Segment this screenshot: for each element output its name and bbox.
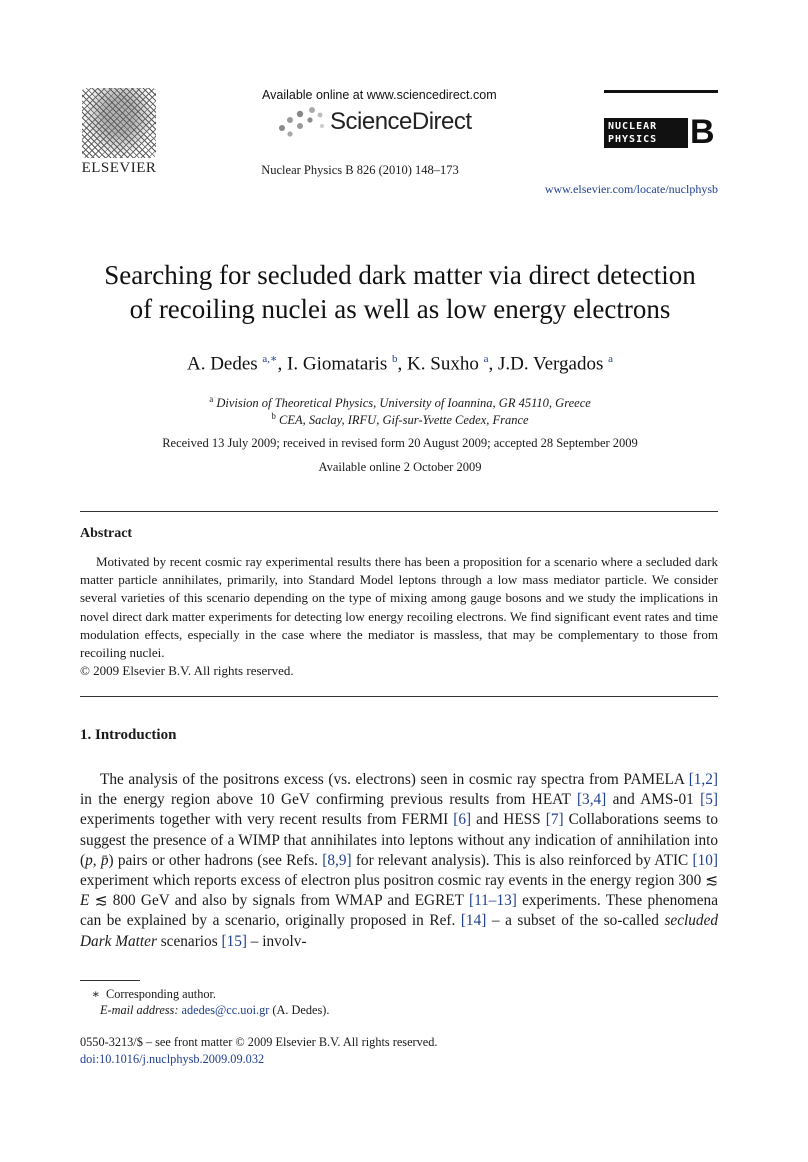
intro-text: and HESS [471,811,546,829]
journal-logo-letter: B [690,113,715,151]
received-dates: Received 13 July 2009; received in revised form 20 August 2009; accepted 28 September 2009 [162,436,638,450]
math-expression: p, p̄ [85,851,109,869]
abstract-heading: Abstract [80,526,133,541]
citation-link[interactable]: [1,2] [688,771,718,788]
author-affiliation-ref[interactable]: a [483,353,489,365]
author-name: K. Suxho [407,353,479,375]
affiliation-a [60,394,740,411]
author-name: J.D. Vergados [497,353,604,375]
email-link[interactable]: adedes@cc.uoi.gr [181,1003,270,1017]
affiliation-text: CEA, Saclay, IRFU, Gif-sur-Yvette Cedex, France [279,413,529,428]
journal-reference [0,163,760,178]
intro-text: – involv- [246,932,307,950]
author-separator: , [488,353,498,375]
available-online-date: Available online 2 October 2009 [318,460,482,474]
intro-text: experiments. These phenomena can be explained by a scenario, originally proposed in Ref. [80,892,718,930]
issn-line: 0550-3213/$ – see front matter © 2009 Elsevier B.V. All rights reserved. [80,1035,438,1049]
footnote-text: Corresponding author. [106,987,216,1001]
email-label: E-mail address: [100,1003,179,1017]
journal-url-link[interactable]: www.elsevier.com/locate/nuclphysb [544,182,718,196]
abstract-bottom-rule [80,696,718,697]
citation-link[interactable]: [10] [692,851,719,869]
author-affiliation-ref[interactable]: b [392,353,398,365]
author-list [60,352,740,375]
intro-text: Collaborations seems to suggest the presence of a WIMP that annihilates into leptons without any indication of annihilation into ( [80,811,719,869]
author-separator: , [397,353,408,375]
intro-text: ≲ 800 GeV and also by signals from WMAP and EGRET [89,892,469,910]
introduction-paragraph [80,770,718,952]
elsevier-tree-icon [82,88,156,158]
intro-text: experiments together with very recent results from FERMI [80,811,454,829]
author-affiliation-ref[interactable]: a,∗ [262,353,278,365]
journal-logo-line-1: NUCLEAR [608,121,658,132]
intro-text: – a subset of the so-called [486,912,665,930]
journal-reference-text: Nuclear Physics B 826 (2010) 148–173 [261,163,459,177]
citation-link[interactable]: [7] [545,811,564,829]
intro-text: and AMS-01 [606,791,701,809]
doi-link[interactable]: doi:10.1016/j.nuclphysb.2009.09.032 [80,1052,265,1066]
affiliation-b [60,411,740,428]
footnote-rule [80,980,140,981]
sciencedirect-dots-icon [276,106,328,138]
footnote-corresponding [80,986,720,1002]
citation-link[interactable]: [8,9] [322,851,352,869]
citation-link[interactable]: [11–13] [468,892,517,910]
author-name: I. Giomataris [287,353,388,375]
intro-text: ) pairs or other hadrons (see Refs. [108,851,323,869]
journal-logo-line-2: PHYSICS [608,134,658,145]
author-affiliation-ref[interactable]: a [608,353,614,365]
journal-logo-rule [604,90,718,93]
journal-logo-box [604,118,688,148]
email-owner: (A. Dedes). [272,1003,330,1017]
citation-link[interactable]: [6] [453,811,472,829]
abstract-copyright: © 2009 Elsevier B.V. All rights reserved. [80,663,294,678]
footnote-email [80,1002,740,1018]
footnote-marker: ∗ [91,987,100,1001]
citation-link[interactable]: [3,4] [576,791,607,809]
section-heading-introduction: 1. Introduction [80,727,177,743]
publisher-name: ELSEVIER [81,160,157,176]
intro-text: experiment which reports excess of electron plus positron cosmic ray events in the energy region 300 ≲ [80,872,718,890]
intro-text: for relevant analysis). This is also reinforced by ATIC [351,851,693,869]
intro-text: in the energy region above 10 GeV confirming previous results from HEAT [80,791,577,809]
affiliation-marker: a [209,394,214,404]
affiliation-text: Division of Theoretical Physics, University of Ioannina, GR 45110, Greece [216,396,591,411]
intro-text: scenarios [156,932,222,950]
emphasis-text: secluded Dark Matter [80,912,719,950]
title-line-1: Searching for secluded dark matter via direct detection [104,260,696,290]
article-title [60,258,740,326]
citation-link[interactable]: [15] [221,932,247,950]
available-online-banner[interactable]: Available online at www.sciencedirect.com [262,88,497,102]
title-line-2: of recoiling nuclei as well as low energy electrons [129,294,671,324]
author-separator: , [277,353,288,375]
sciencedirect-wordmark: ScienceDirect [330,108,472,135]
nuclear-physics-b-logo [604,113,718,151]
abstract-top-rule [80,511,718,512]
math-expression: E [80,892,90,910]
sciencedirect-logo[interactable] [276,104,491,140]
abstract-body: Motivated by recent cosmic ray experimental results there has been a proposition for a scenario where a secluded dark matter particle annihilates, primarily, into Standard Model leptons through a low mass mediator particle. We consider several varieties of this scenario depending on the type of mixing among gauge bosons and we study the implications in novel direct dark matter experiments for detecting low energy recoiling electrons. We find significant event rates and time modulation effects, especially in the case where the mediator is massless, that may be complementary to those from recoiling nuclei. [80,554,718,661]
intro-text: The analysis of the positrons excess (vs. electrons) seen in cosmic ray spectra from PAMELA [100,771,689,788]
author-name: A. Dedes [186,353,258,375]
affiliation-marker: b [271,411,276,421]
citation-link[interactable]: [14] [460,912,487,930]
citation-link[interactable]: [5] [700,791,718,809]
